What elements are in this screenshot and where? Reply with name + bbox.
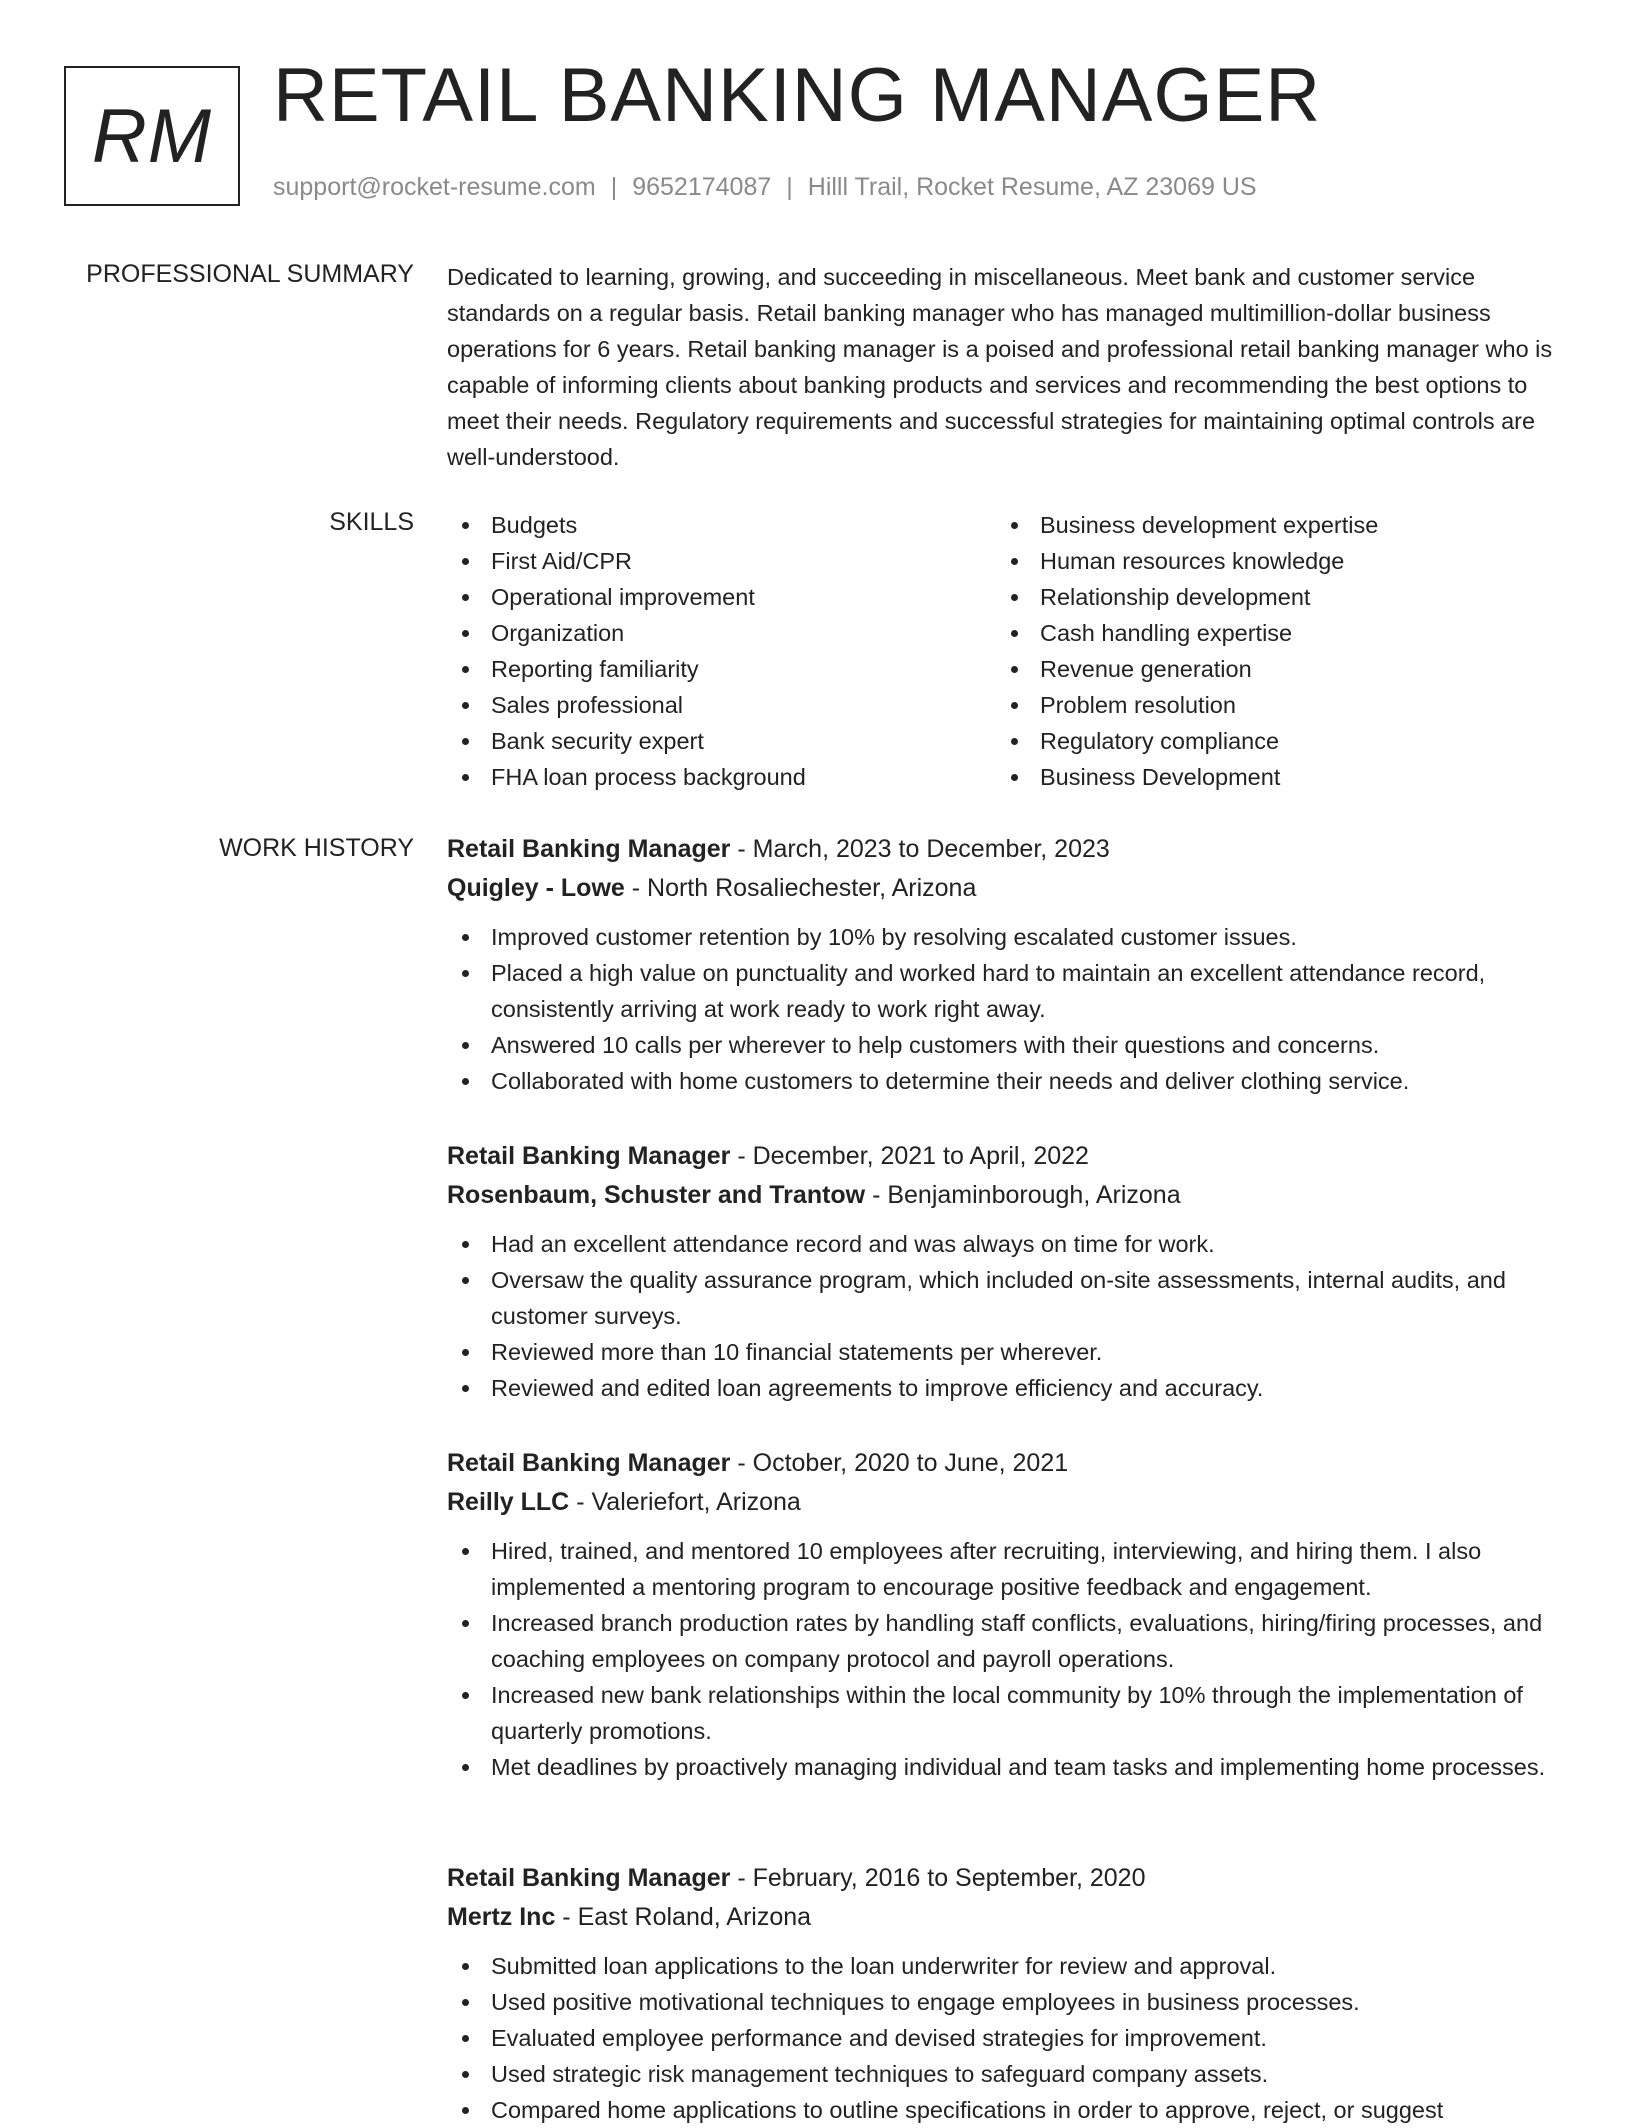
job-bullet: Collaborated with home customers to determine their needs and deliver clothing service.	[447, 1063, 1569, 1099]
skill-item: Sales professional	[447, 687, 996, 723]
job-location: - Valeriefort, Arizona	[569, 1488, 801, 1516]
skill-item: Cash handling expertise	[996, 615, 1556, 651]
job-company-line	[447, 1897, 1569, 1937]
job-title: Retail Banking Manager	[447, 1449, 731, 1477]
skill-item: Revenue generation	[996, 651, 1556, 687]
job-bullet: Hired, trained, and mentored 10 employees after recruiting, interviewing, and hiring them. I also implemented a mentoring program to encourage positive feedback and engagement.	[447, 1533, 1569, 1605]
job-bullet: Met deadlines by proactively managing individual and team tasks and implementing home processes.	[447, 1749, 1569, 1785]
job-dates: - October, 2020 to June, 2021	[730, 1449, 1069, 1477]
skill-item: Business development expertise	[996, 507, 1556, 543]
job-dates: - March, 2023 to December, 2023	[730, 835, 1110, 863]
skill-item: Business Development	[996, 759, 1556, 795]
skill-item: Problem resolution	[996, 687, 1556, 723]
job-company: Quigley - Lowe	[447, 874, 625, 902]
skill-item: First Aid/CPR	[447, 543, 996, 579]
skill-item: Bank security expert	[447, 723, 996, 759]
job-company-line	[447, 1175, 1569, 1215]
job-bullet: Increased branch production rates by handling staff conflicts, evaluations, hiring/firing processes, and coaching employees on company protocol and payroll operations.	[447, 1605, 1569, 1677]
contact-separator: |	[786, 173, 793, 201]
work-history-section-label: WORK HISTORY	[219, 834, 414, 862]
job-bullet: Reviewed more than 10 financial statements per wherever.	[447, 1334, 1569, 1370]
job-dates: - February, 2016 to September, 2020	[730, 1864, 1146, 1892]
job-dates: - December, 2021 to April, 2022	[730, 1142, 1089, 1170]
job-title-line	[447, 1444, 1569, 1482]
job-bullets	[447, 1948, 1569, 2128]
skill-item: Budgets	[447, 507, 996, 543]
skills-section-label: SKILLS	[329, 508, 414, 536]
job-bullet: Evaluated employee performance and devised strategies for improvement.	[447, 2020, 1569, 2056]
contact-separator: |	[610, 173, 618, 201]
job-company: Reilly LLC	[447, 1488, 570, 1516]
job-bullet: Used positive motivational techniques to engage employees in business processes.	[447, 1984, 1569, 2020]
page-title: RETAIL BANKING MANAGER	[273, 53, 1322, 138]
job-bullet: Submitted loan applications to the loan underwriter for review and approval.	[447, 1948, 1569, 1984]
initials-monogram: RM	[64, 66, 240, 206]
job-title-line	[447, 1137, 1569, 1175]
job-company: Mertz Inc	[447, 1903, 556, 1931]
job-title: Retail Banking Manager	[447, 1142, 731, 1170]
summary-section-label: PROFESSIONAL SUMMARY	[86, 260, 414, 288]
skills-column-1	[447, 507, 996, 795]
phone-text: 9652174087	[632, 173, 772, 201]
job-bullet: Compared home applications to outline specifications in order to approve, reject, or suggest	[447, 2092, 1569, 2128]
summary-text: Dedicated to learning, growing, and succeeding in miscellaneous. Meet bank and customer service standards on a regular basis. Retail banking manager who has managed multimillion-dollar business operations for 6 years. Retail banking manager is a poised and professional retail banking manager who is capable of informing clients about banking products and services and recommending the best options to meet their needs. Regulatory requirements and successful strategies for maintaining optimal controls are well-understood.	[447, 264, 1553, 470]
skill-item: FHA loan process background	[447, 759, 996, 795]
skills-column-2	[996, 507, 1556, 795]
job-bullet: Had an excellent attendance record and was always on time for work.	[447, 1226, 1569, 1262]
skill-item: Organization	[447, 615, 996, 651]
job-company-line	[447, 1482, 1569, 1522]
job-bullet: Reviewed and edited loan agreements to improve efficiency and accuracy.	[447, 1370, 1569, 1406]
job-company-line	[447, 868, 1569, 908]
job-entry	[447, 1137, 1569, 1406]
job-location: - Benjaminborough, Arizona	[865, 1181, 1181, 1209]
address-text: Hilll Trail, Rocket Resume, AZ 23069 US	[807, 173, 1257, 201]
skill-item: Operational improvement	[447, 579, 996, 615]
skill-item: Regulatory compliance	[996, 723, 1556, 759]
job-bullet: Placed a high value on punctuality and worked hard to maintain an excellent attendance record, consistently arriving at work ready to work right away.	[447, 955, 1569, 1027]
email-text: support@rocket-resume.com	[273, 173, 596, 201]
job-location: - East Roland, Arizona	[555, 1903, 812, 1931]
job-bullet: Used strategic risk management techniques to safeguard company assets.	[447, 2056, 1569, 2092]
job-entry	[447, 830, 1569, 1099]
job-bullet: Answered 10 calls per wherever to help customers with their questions and concerns.	[447, 1027, 1569, 1063]
skill-item: Relationship development	[996, 579, 1556, 615]
job-bullets	[447, 1226, 1569, 1406]
job-bullets	[447, 1533, 1569, 1785]
job-entry	[447, 1859, 1569, 2128]
job-title: Retail Banking Manager	[447, 835, 731, 863]
job-bullet: Increased new bank relationships within the local community by 10% through the implementation of quarterly promotions.	[447, 1677, 1569, 1749]
job-company: Rosenbaum, Schuster and Trantow	[447, 1181, 866, 1209]
job-title-line	[447, 830, 1569, 868]
job-bullet: Oversaw the quality assurance program, which included on-site assessments, internal audits, and customer surveys.	[447, 1262, 1569, 1334]
job-title: Retail Banking Manager	[447, 1864, 731, 1892]
skill-item: Human resources knowledge	[996, 543, 1556, 579]
job-bullets	[447, 919, 1569, 1099]
job-entry	[447, 1444, 1569, 1785]
job-location: - North Rosaliechester, Arizona	[624, 874, 977, 902]
contact-line	[273, 175, 1257, 200]
skills-list	[447, 507, 1569, 795]
job-title-line	[447, 1859, 1569, 1897]
skill-item: Reporting familiarity	[447, 651, 996, 687]
job-bullet: Improved customer retention by 10% by resolving escalated customer issues.	[447, 919, 1569, 955]
